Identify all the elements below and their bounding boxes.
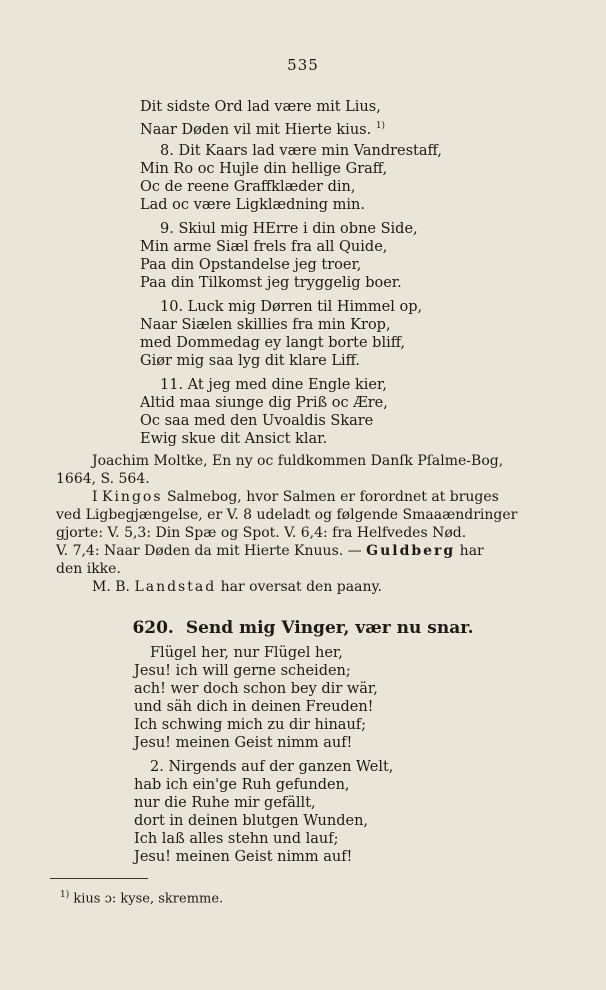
note-text: I (92, 489, 98, 505)
verse-line: Oc de reene Graffklæder din, (140, 179, 356, 195)
note-line: gjorte: V. 5,3: Din Spæ og Spot. V. 6,4: fra Helfvedes Nød. (56, 525, 467, 541)
verse-line: 11. At jeg med dine Engle kier, (160, 377, 387, 393)
verse-line: Lad oc være Ligklædning min. (140, 197, 365, 213)
verse-line: Paa din Opstandelse jeg troer, (140, 257, 362, 273)
note-line: 1664, S. 564. (56, 471, 150, 487)
verse-line-text: Naar Døden vil mit Hierte kius. (140, 121, 372, 138)
verse-line: 9. Skiul mig HErre i din obne Side, (160, 221, 418, 237)
footnote-mark: 1) (60, 890, 70, 900)
verse-line: Ich laß alles stehn und lauf; (134, 831, 339, 847)
verse-line: Dit sidste Ord lad være mit Lius, (140, 99, 381, 115)
verse-line: Altid maa siunge dig Priß oc Ære, (140, 395, 388, 411)
hymn-number: 620. (132, 618, 174, 638)
verse-line: ach! wer doch schon bey dir wär, (134, 681, 378, 697)
verse-line: dort in deinen blutgen Wunden, (134, 813, 369, 829)
verse-line: Jesu! meinen Geist nimm auf! (134, 735, 353, 751)
note-line (56, 542, 484, 560)
verse-line: Jesu! meinen Geist nimm auf! (134, 849, 353, 865)
footnote-reference: 1) (375, 121, 386, 131)
verse-line: 8. Dit Kaars lad være min Vandrestaff, (160, 143, 442, 159)
verse-line: und säh dich in deinen Freuden! (134, 699, 374, 715)
verse-line (140, 117, 385, 139)
verse-line: med Dommedag ey langt borte bliff, (140, 335, 406, 351)
note-line: ved Ligbegjængelse, er V. 8 udeladt og følgende Smaaændringer (56, 507, 518, 523)
verse-line: Oc saa med den Uvoaldis Skare (140, 413, 374, 429)
verse-line: Paa din Tilkomst jeg tryggelig boer. (140, 275, 402, 291)
note-line (92, 488, 499, 506)
note-line: Joachim Moltke, En ny oc fuldkommen Danſk Pſalme-Bog, (92, 453, 504, 469)
note-text: M. B. (92, 579, 130, 595)
hymn-title-text: Send mig Vinger, vær nu snar. (185, 618, 474, 638)
author-name-guldberg: Guldberg (366, 543, 456, 559)
footnote (60, 890, 223, 906)
verse-line: Giør mig saa lyg dit klare Liff. (140, 353, 361, 369)
note-text: V. 7,4: Naar Døden da mit Hierte Knuus. — (56, 543, 362, 559)
verse-line: 10. Luck mig Dørren til Himmel op, (160, 299, 423, 315)
verse-line: nur die Ruhe mir gefällt, (134, 795, 316, 811)
author-name-landstad: Landstad (134, 579, 217, 595)
note-text: Salmebog, hvor Salmen er forordnet at bruges (166, 489, 499, 505)
footnote-text: kius ɔ: kyse, skremme. (73, 891, 224, 907)
footnote-divider (50, 878, 148, 879)
verse-line: Flügel her, nur Flügel her, (150, 645, 343, 661)
page-number: 535 (287, 56, 319, 74)
verse-line: Ich schwing mich zu dir hinauf; (134, 717, 367, 733)
verse-line: 2. Nirgends auf der ganzen Welt, (150, 759, 394, 775)
verse-line: Ewig skue dit Ansict klar. (140, 431, 328, 447)
hymn-title (0, 618, 606, 638)
note-line (92, 578, 382, 596)
verse-line: Jesu! ich will gerne scheiden; (134, 663, 351, 679)
author-name-kingo: Kingos (101, 489, 163, 505)
note-text: har oversat den paany. (220, 579, 382, 595)
verse-line: hab ich ein'ge Ruh gefunden, (134, 777, 350, 793)
verse-line: Min arme Siæl frels fra all Quide, (140, 239, 388, 255)
verse-line: Min Ro oc Hujle din hellige Graff, (140, 161, 388, 177)
verse-line: Naar Siælen skillies fra min Krop, (140, 317, 391, 333)
note-text: har (459, 543, 484, 559)
note-line: den ikke. (56, 561, 121, 577)
